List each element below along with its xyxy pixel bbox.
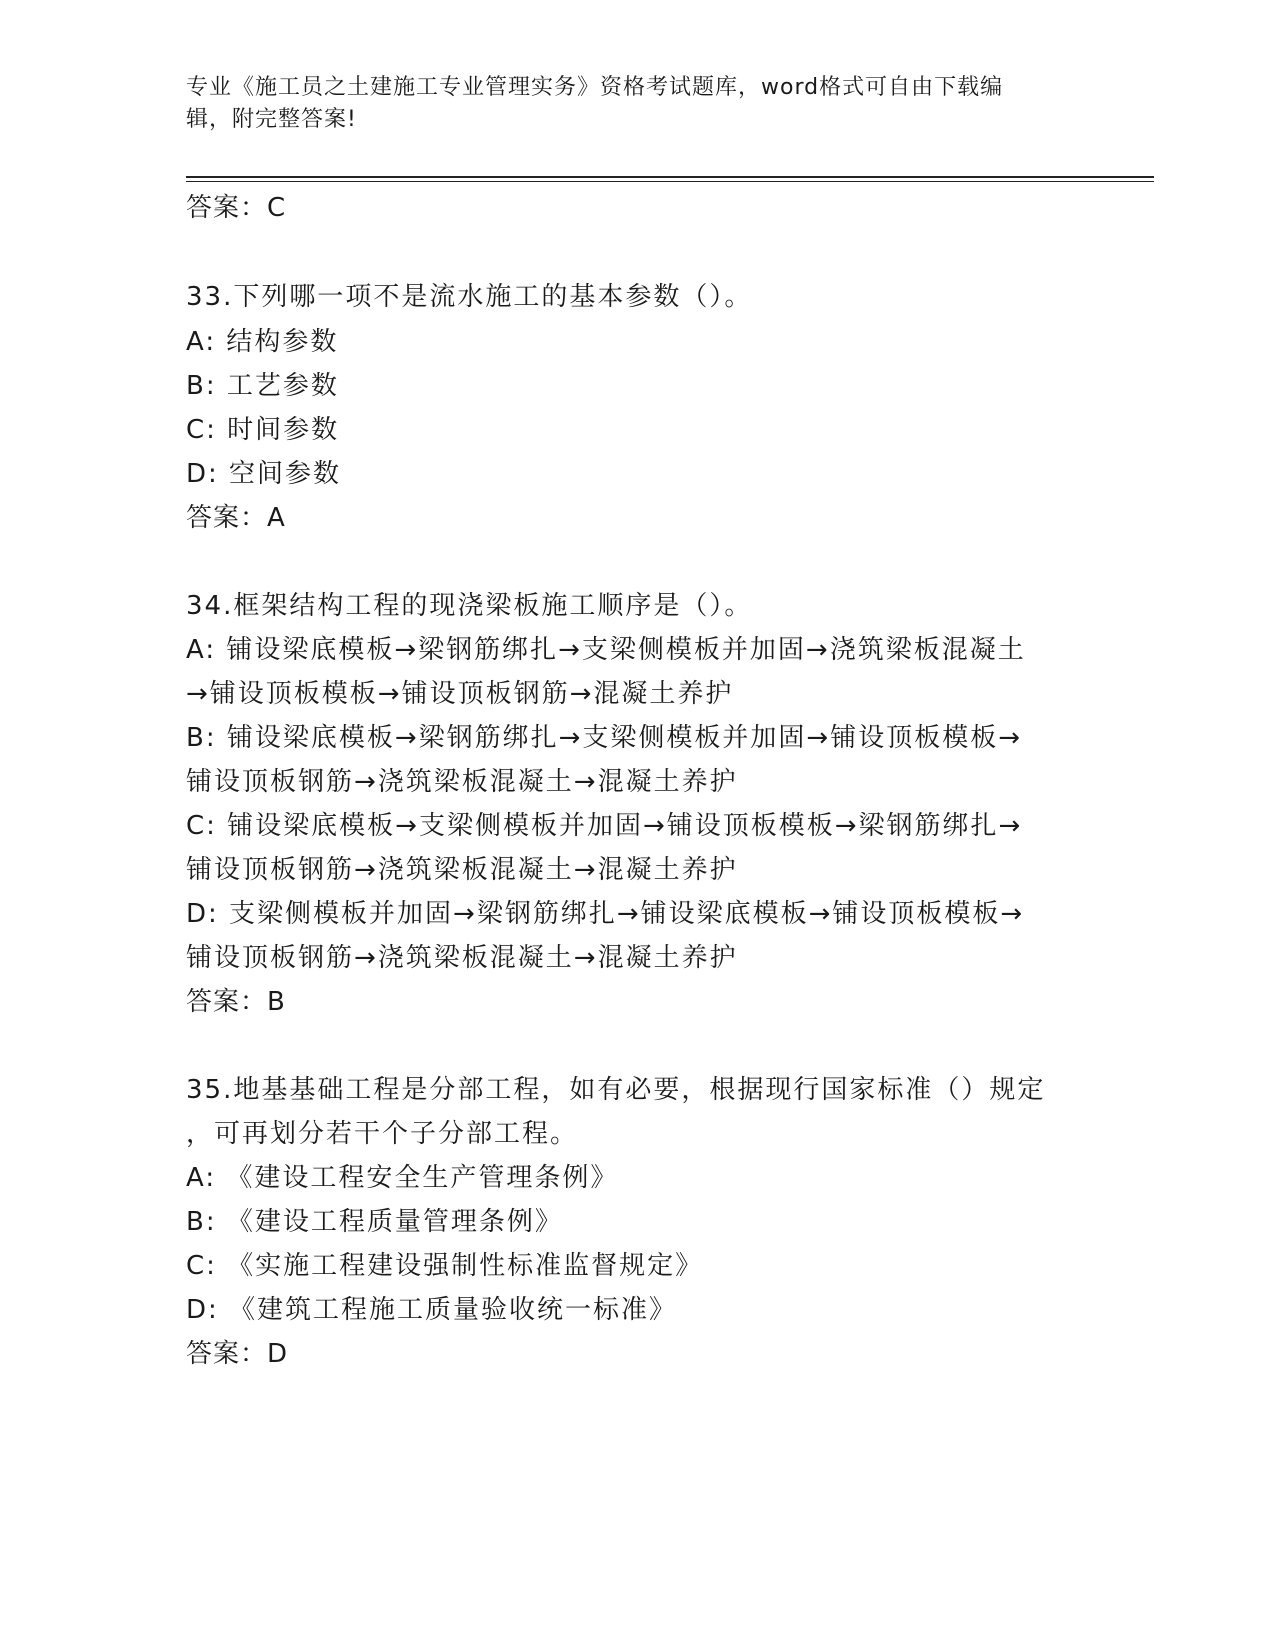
- option-a: A: 结构参数: [186, 327, 339, 357]
- header-line-2: 辑，附完整答案!: [186, 107, 357, 132]
- document-header: [186, 72, 1066, 136]
- option-d-continued: 铺设顶板钢筋→浇筑梁板混凝土→混凝土养护: [186, 943, 738, 973]
- option-c: C: 《实施工程建设强制性标准监督规定》: [186, 1251, 704, 1281]
- answer-label: 答案：A: [186, 503, 286, 533]
- question-stem: 34.框架结构工程的现浇梁板施工顺序是（）。: [186, 591, 753, 621]
- header-line-1: 专业《施工员之土建施工专业管理实务》资格考试题库，word格式可自由下载编: [186, 75, 1004, 100]
- option-d: D: 《建筑工程施工质量验收统一标准》: [186, 1295, 678, 1325]
- answer-label: 答案：D: [186, 1339, 289, 1369]
- option-c: C: 铺设梁底模板→支梁侧模板并加固→铺设顶板模板→梁钢筋绑扎→: [186, 811, 1023, 841]
- option-b: B: 铺设梁底模板→梁钢筋绑扎→支梁侧模板并加固→铺设顶板模板→: [186, 723, 1023, 753]
- header-rule-thin: [186, 181, 1154, 182]
- answer-label: 答案：C: [186, 193, 287, 223]
- answer-label: 答案：B: [186, 987, 286, 1017]
- option-b: B: 工艺参数: [186, 371, 339, 401]
- option-d: D: 空间参数: [186, 459, 342, 489]
- option-a: A: 《建设工程安全生产管理条例》: [186, 1163, 619, 1193]
- option-a-continued: →铺设顶板模板→铺设顶板钢筋→混凝土养护: [186, 679, 734, 709]
- question-stem: 35.地基基础工程是分部工程，如有必要，根据现行国家标准（）规定: [186, 1075, 1046, 1105]
- question-stem-continued: ，可再划分若干个子分部工程。: [186, 1119, 579, 1149]
- question-stem: 33.下列哪一项不是流水施工的基本参数（）。: [186, 282, 753, 312]
- option-c: C: 时间参数: [186, 415, 340, 445]
- option-c-continued: 铺设顶板钢筋→浇筑梁板混凝土→混凝土养护: [186, 855, 738, 885]
- option-a: A: 铺设梁底模板→梁钢筋绑扎→支梁侧模板并加固→浇筑梁板混凝土: [186, 635, 1026, 665]
- header-rule-thick: [186, 176, 1154, 178]
- option-d: D: 支梁侧模板并加固→梁钢筋绑扎→铺设梁底模板→铺设顶板模板→: [186, 899, 1025, 929]
- option-b-continued: 铺设顶板钢筋→浇筑梁板混凝土→混凝土养护: [186, 767, 738, 797]
- option-b: B: 《建设工程质量管理条例》: [186, 1207, 563, 1237]
